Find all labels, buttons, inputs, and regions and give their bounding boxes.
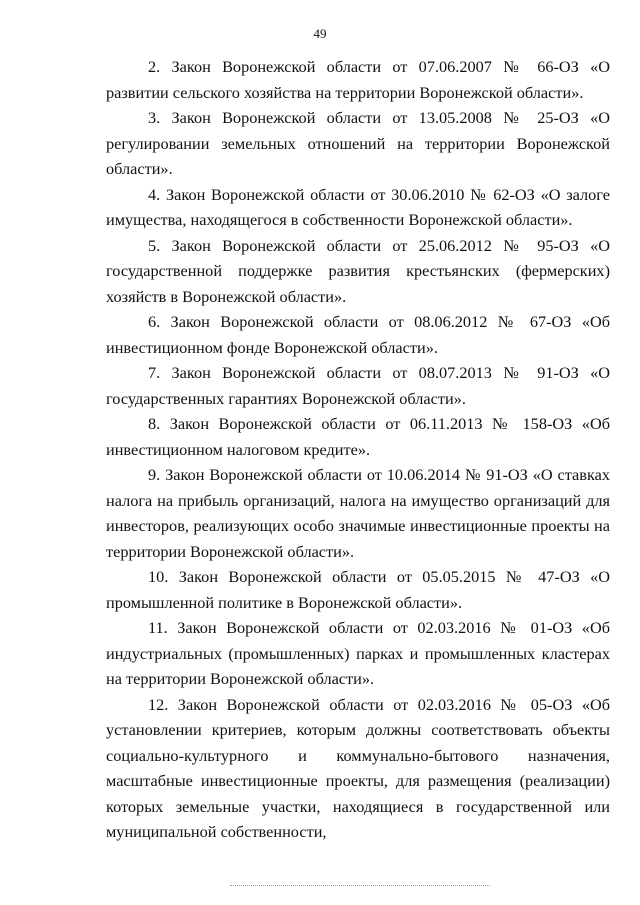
page-number: 49 bbox=[313, 26, 327, 41]
law-item-2: 2. Закон Воронежской области от 07.06.2007 № 66-ОЗ «О развитии сельского хозяйства на территории Воронежской области». bbox=[106, 57, 610, 102]
law-item-11: 11. Закон Воронежской области от 02.03.2016 № 01-ОЗ «Об индустриальных (промышленных) парках и промышленных кластерах на территории Воронежской области». bbox=[106, 618, 610, 688]
law-item-7: 7. Закон Воронежской области от 08.07.2013 № 91-ОЗ «О государственных гарантиях Воронежской области». bbox=[106, 363, 610, 408]
law-item-12: 12. Закон Воронежской области от 02.03.2016 № 05-ОЗ «Об установлении критериев, которым должны соответствовать объекты социально-культурного и коммунально-бытового назначения, масштабные инвестиционные проекты, для размещения (реализации) которых земельные участки, находящиеся в государственной или муниципальной собственности, bbox=[106, 694, 610, 841]
document-body bbox=[106, 54, 610, 845]
law-item-5: 5. Закон Воронежской области от 25.06.2012 № 95-ОЗ «О государственной поддержке развития крестьянских (фермерских) хозяйств в Воронежской области». bbox=[106, 235, 610, 306]
law-item-9: 9. Закон Воронежской области от 10.06.2014 № 91-ОЗ «О ставках налога на прибыль организаций, налога на имущество организаций для инвесторов, реализующих особо значимые инвестиционные проекты на территории Воронежской области». bbox=[106, 465, 610, 561]
law-item-3: 3. Закон Воронежской области от 13.05.2008 № 25-ОЗ «О регулировании земельных отношений на территории Воронежской области». bbox=[106, 108, 610, 178]
law-item-6: 6. Закон Воронежской области от 08.06.2012 № 67-ОЗ «Об инвестиционном фонде Воронежской области». bbox=[106, 312, 610, 357]
law-item-8: 8. Закон Воронежской области от 06.11.2013 № 158-ОЗ «Об инвестиционном налоговом кредите». bbox=[106, 414, 610, 459]
law-item-4: 4. Закон Воронежской области от 30.06.2010 № 62-ОЗ «О залоге имущества, находящегося в собственности Воронежской области». bbox=[106, 184, 610, 229]
bottom-divider bbox=[230, 885, 490, 886]
law-item-10: 10. Закон Воронежской области от 05.05.2015 № 47-ОЗ «О промышленной политике в Воронежской области». bbox=[106, 567, 610, 612]
